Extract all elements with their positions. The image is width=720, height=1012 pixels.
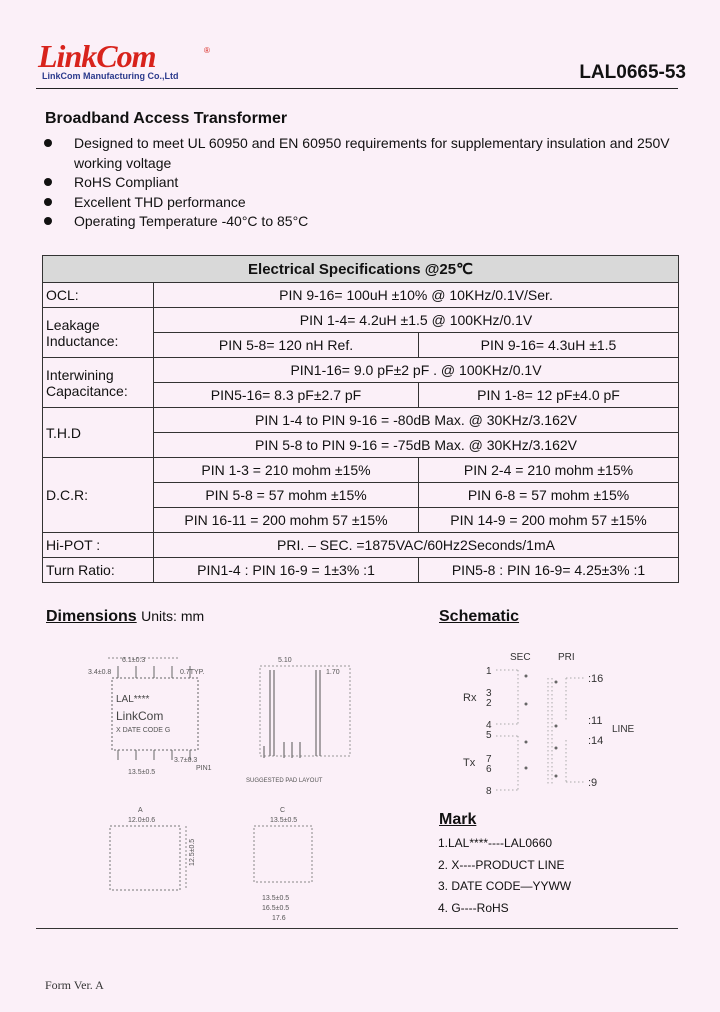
pin1-label: PIN1 [196, 765, 212, 772]
leakage-value: PIN 9-16= 4.3uH ±1.5 [419, 333, 679, 358]
dim-left-label: 3.4±0.8 [88, 669, 112, 676]
pin-6-label: 6 [486, 764, 492, 775]
dimensions-title: Dimensions [46, 608, 137, 625]
feature-item: Operating Temperature -40°C to 85°C [44, 212, 684, 232]
top-view-drawing [80, 650, 360, 800]
header-divider [36, 88, 678, 89]
dcr-value: PIN 5-8 = 57 mohm ±15% [154, 483, 419, 508]
leakage-value: PIN 1-4= 4.2uH ±1.5 @ 100KHz/0.1V [154, 308, 679, 333]
pin-2-label: 2 [486, 698, 492, 709]
bullet-icon [44, 139, 52, 147]
dimensions-heading [46, 608, 204, 626]
bullet-icon [44, 198, 52, 206]
feature-item: RoHS Compliant [44, 173, 684, 193]
company-logo: LinkCom [38, 38, 156, 74]
electrical-spec-table [42, 255, 679, 583]
pin-1-label: 1 [486, 666, 492, 677]
part-marking-text: LAL**** [116, 694, 150, 705]
dim-right-label: 3.7±0.3 [174, 757, 198, 764]
dim-c-label: 13.5±0.5 [270, 817, 298, 824]
pin-9-label: :9 [588, 777, 598, 789]
pad-lines [264, 670, 320, 758]
mark-item: 1.LAL****----LAL0660 [438, 836, 553, 850]
registered-mark-icon: ® [204, 46, 210, 55]
mark-item: 4. G----RoHS [438, 900, 509, 915]
mark-item: 3. DATE CODE—YYWW [438, 879, 572, 893]
dcr-value: PIN 2-4 = 210 mohm ±15% [419, 458, 679, 483]
pin-11-label: :11 [588, 715, 603, 727]
leakage-label: Leakage Inductance: [43, 308, 154, 358]
turn-ratio-value: PIN5-8 : PIN 16-9= 4.25±3% :1 [419, 558, 679, 583]
pri-label: PRI [558, 652, 575, 663]
ocl-value: PIN 9-16= 100uH ±10% @ 10KHz/0.1V/Ser. [154, 283, 679, 308]
polarity-dots [525, 675, 558, 778]
hipot-label: Hi-POT : [43, 533, 154, 558]
dim-typ-label: 0.7TYP. [180, 669, 205, 676]
pin-4-label: 4 [486, 720, 492, 731]
line-label: LINE [612, 724, 635, 735]
thd-value: PIN 1-4 to PIN 9-16 = -80dB Max. @ 30KHz/3.162V [154, 408, 679, 433]
side-view-outline [110, 826, 180, 890]
dim-bottom-label: 13.5±0.5 [128, 769, 156, 776]
part-marking-logo: LinkCom [116, 709, 164, 723]
mark-item: 2. X----PRODUCT LINE [438, 857, 565, 872]
capacitance-value: PIN1-16= 9.0 pF±2 pF . @ 100KHz/0.1V [154, 358, 679, 383]
schematic-title: Schematic [439, 608, 520, 625]
capacitance-value: PIN 1-8= 12 pF±4.0 pF [419, 383, 679, 408]
end-view-outline [254, 826, 312, 882]
rx-label: Rx [463, 692, 477, 704]
mark-title: Mark [439, 811, 477, 828]
pin-5-label: 5 [486, 730, 492, 741]
pin-7-label: 7 [486, 754, 492, 765]
feature-item: Excellent THD performance [44, 193, 684, 213]
dim-d3-label: 17.6 [272, 915, 286, 922]
dim-side-label: 12.5±0.5 [189, 838, 196, 866]
feature-list [44, 134, 684, 232]
dcr-value: PIN 6-8 = 57 mohm ±15% [419, 483, 679, 508]
spec-table-title: Electrical Specifications @25℃ [43, 256, 679, 283]
schematic-diagram [456, 648, 656, 798]
footer-divider [36, 928, 678, 929]
turn-ratio-value: PIN1-4 : PIN 16-9 = 1±3% :1 [154, 558, 419, 583]
dim-170-label: 1.70 [326, 669, 340, 676]
dim-d2-label: 16.5±0.5 [262, 905, 290, 912]
dim-d1-label: 13.5±0.5 [262, 895, 290, 902]
part-marking-code: X DATE CODE G [116, 727, 171, 734]
sec-label: SEC [510, 652, 531, 663]
dcr-value: PIN 14-9 = 200 mohm 57 ±15% [419, 508, 679, 533]
product-title: Broadband Access Transformer [45, 110, 288, 127]
pin-3-label: 3 [486, 688, 492, 699]
dcr-value: PIN 1-3 = 210 mohm ±15% [154, 458, 419, 483]
dimensions-units: Units: mm [141, 608, 205, 624]
leakage-value: PIN 5-8= 120 nH Ref. [154, 333, 419, 358]
label-c: C [280, 807, 286, 814]
ocl-label: OCL: [43, 283, 154, 308]
part-number: LAL0665-53 [579, 62, 686, 83]
tx-label: Tx [463, 757, 476, 769]
dcr-value: PIN 16-11 = 200 mohm 57 ±15% [154, 508, 419, 533]
pin-8-label: 8 [486, 786, 492, 797]
pin-16-label: :16 [588, 673, 604, 685]
company-name: LinkCom Manufacturing Co.,Ltd [42, 71, 179, 81]
side-view-drawing [100, 800, 340, 930]
bullet-icon [44, 217, 52, 225]
feature-item: Designed to meet UL 60950 and EN 60950 requirements for supplementary insulation and 250V working voltage [44, 134, 684, 173]
dcr-label: D.C.R: [43, 458, 154, 533]
label-a: A [138, 807, 143, 814]
hipot-value: PRI. – SEC. =1875VAC/60Hz2Seconds/1mA [154, 533, 679, 558]
bullet-icon [44, 178, 52, 186]
mark-list [438, 833, 571, 919]
thd-value: PIN 5-8 to PIN 9-16 = -75dB Max. @ 30KHz/3.162V [154, 433, 679, 458]
dim-510-label: 5.10 [278, 657, 292, 664]
form-version: Form Ver. A [45, 978, 104, 992]
capacitance-label: Interwining Capacitance: [43, 358, 154, 408]
dim-top-label: 6.1±0.3 [122, 657, 146, 664]
turn-ratio-label: Turn Ratio: [43, 558, 154, 583]
thd-label: T.H.D [43, 408, 154, 458]
pin-14-label: :14 [588, 735, 604, 747]
winding-lines [496, 670, 586, 790]
dim-a-label: 12.0±0.6 [128, 817, 156, 824]
capacitance-value: PIN5-16= 8.3 pF±2.7 pF [154, 383, 419, 408]
pad-layout-caption: SUGGESTED PAD LAYOUT [246, 778, 323, 784]
